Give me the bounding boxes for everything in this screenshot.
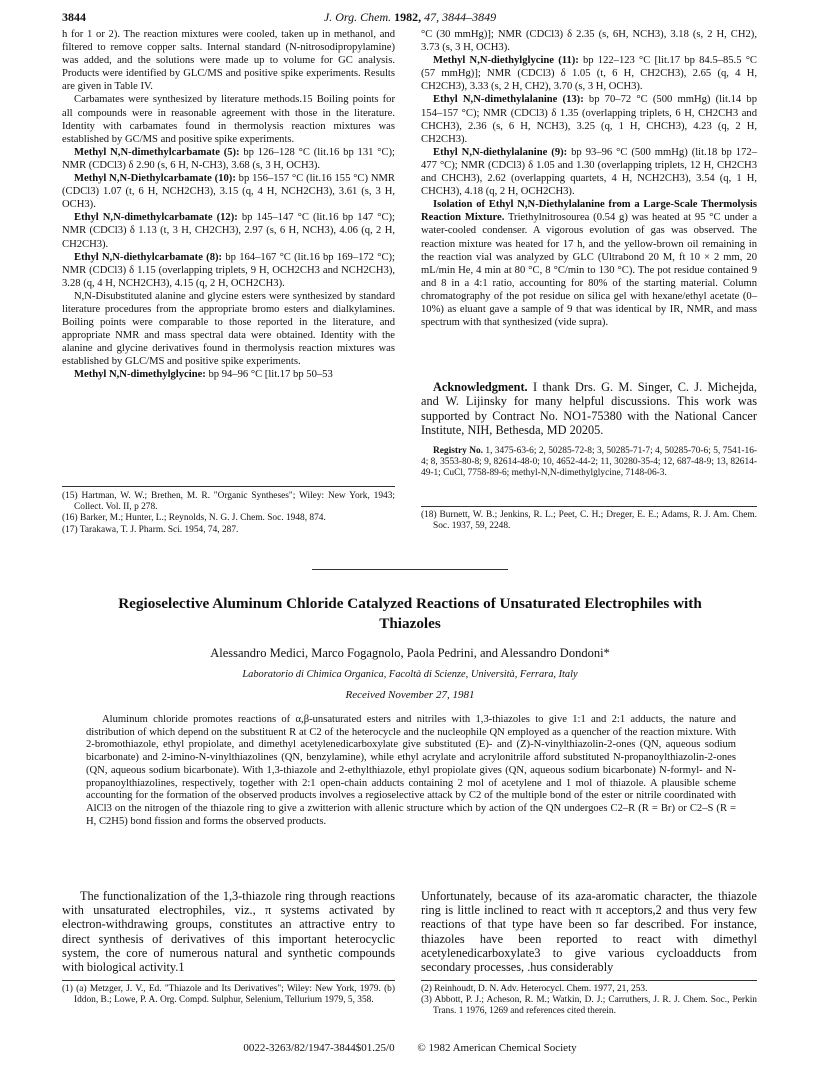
section-heading: Isolation of Ethyl N,N-Diethylalanine from a Large-Scale Thermolysis Reaction Mixture.	[421, 199, 757, 224]
compound-entry	[62, 251, 395, 290]
compound-name: Methyl N,N-Diethylcarbamate (10):	[74, 173, 236, 185]
compound-entry	[421, 146, 757, 198]
registry-heading: Registry No.	[433, 446, 484, 456]
article-affiliation: Laboratorio di Chimica Organica, Facoltà di Scienze, Università, Ferrara, Italy	[242, 669, 578, 680]
compound-entry	[62, 172, 395, 211]
footnote: (3) Abbott, P. J.; Acheson, R. M.; Watkin, D. J.; Carruthers, J. R. J. Chem. Soc., Perkin Trans. 1 1976, 1269 and references cited therein.	[421, 995, 757, 1017]
compound-entry	[62, 368, 395, 381]
compound-data: bp 93–96 °C (500 mmHg) (lit.18 bp 172–477 °C); NMR (CDCl3) δ 1.05 and 1.30 (overlapping triplets, 12 H, CH2CH3 and CHCH3), 2.62 (overlapping quartets, 4 H, NCH2CH3), 3.54 (q, 1 H, CHCH3), 4.18 (q, 2 H, OCH2CH3).	[421, 146, 757, 198]
left-footnotes	[62, 491, 395, 536]
acknowledgment-text: I thank Drs. G. M. Singer, C. J. Michejda, and W. Lijinsky for many helpful discussions. This work was supported by Contract No. NO1-75380 with the National Cancer Institute, NIH, Bethesda, MD 20205.	[421, 380, 757, 438]
article-title: Regioselective Aluminum Chloride Catalyzed Reactions of Unsaturated Electrophiles with Thiazoles	[118, 595, 702, 632]
acknowledgment	[421, 380, 757, 438]
article-footnotes-right	[421, 984, 757, 1018]
copyright: © 1982 American Chemical Society	[417, 1042, 577, 1054]
footnote-divider	[62, 486, 395, 487]
acknowledgment-heading: Acknowledgment.	[433, 380, 528, 394]
compound-data: bp 164–167 °C (lit.16 bp 169–172 °C); NMR (CDCl3) δ 1.15 (overlapping triplets, 9 H, OCH2CH3 and NCH2CH3), 3.28 (q, 4 H, NCH2CH3), 4.15 (q, 2 H, OCH2CH3).	[62, 251, 395, 289]
received-date: Received November 27, 1981	[345, 689, 475, 701]
compound-name: Ethyl N,N-dimethylalanine (13):	[433, 94, 584, 106]
footnote-divider	[421, 506, 757, 507]
footnote: (1) (a) Metzger, J. V., Ed. "Thiazole and Its Derivatives"; Wiley: New York, 1979. (b) Iddon, B.; Lowe, P. A. Org. Compd. Sulphur, Selenium, Tellurium 1979, 5, 358.	[62, 984, 395, 1006]
right-column	[421, 28, 757, 329]
article-footnote-left	[62, 984, 395, 1006]
compound-name: Ethyl N,N-diethylalanine (9):	[433, 146, 568, 158]
journal-name: J. Org. Chem.	[323, 10, 392, 24]
compound-data: bp 94–96 °C [lit.17 bp 50–53	[205, 369, 333, 381]
compound-name: Methyl N,N-dimethylglycine:	[74, 369, 206, 381]
journal-year: 1982,	[394, 10, 422, 24]
page-footer	[62, 1042, 758, 1054]
page-header	[62, 10, 758, 24]
footnote: (17) Tarakawa, T. J. Pharm. Sci. 1954, 74, 287.	[62, 524, 239, 535]
paragraph: N,N-Disubstituted alanine and glycine esters were synthesized by standard literature procedures from the appropriate bromo esters and dialkylamines. Boiling points were comparable to those reported in the literature, and appropriate NMR and mass spectral data were obtained. Identity with the alanine and glycine derivatives found in thermolysis reaction mixtures was established by GLC/MS and positive spike experiments.	[62, 290, 395, 368]
compound-entry	[62, 211, 395, 250]
paragraph: h for 1 or 2). The reaction mixtures were cooled, taken up in methanol, and filtered to remove copper salts. Internal standard (N-nitrosodipropylamine) was added, and the solutions were made up to volume for GC analysis. Products were identified by GLC/MS and positive spike experiments. Results are given in Table IV.	[62, 29, 395, 93]
footnote: (2) Reinhoudt, D. N. Adv. Heterocycl. Chem. 1977, 21, 253.	[421, 984, 648, 994]
registry-text: 1, 3475-63-6; 2, 50285-72-8; 3, 50285-71-7; 4, 50285-70-6; 5, 7541-16-4; 8, 3553-80-8; 9, 82614-48-0; 10, 4652-44-2; 11, 30280-35-4; 12, 687-48-9; 13, 82614-49-1; CuCl, 7758-89-6; methyl-N,N-dimethylglycine, 7148-06-3.	[421, 446, 757, 479]
compound-entry	[62, 146, 395, 172]
compound-name: Ethyl N,N-dimethylcarbamate (12):	[74, 212, 238, 224]
registry-numbers	[421, 446, 757, 480]
footnote: (16) Barker, M.; Hunter, L.; Reynolds, N. G. J. Chem. Soc. 1948, 874.	[62, 513, 326, 524]
footnote: (18) Burnett, W. B.; Jenkins, R. L.; Peet, C. H.; Dreger, E. E.; Adams, R. J. Am. Chem. Soc. 1937, 59, 2248.	[421, 510, 757, 532]
compound-name: Methyl N,N-dimethylcarbamate (5):	[74, 146, 240, 158]
compound-data: bp 126–128 °C (lit.16 bp 131 °C); NMR (CDCl3) δ 2.90 (s, 6 H, N-CH3), 3.68 (s, 3 H, OCH3).	[62, 146, 395, 171]
page-number: 3844	[62, 10, 86, 24]
article-code: 0022-3263/82/1947-3844$01.25/0	[243, 1042, 395, 1054]
compound-data: bp 145–147 °C (lit.16 bp 147 °C); NMR (CDCl3) δ 1.13 (t, 3 H, CH2CH3), 2.97 (s, 6 H, NCH3), 4.06 (q, 2 H, CH2CH3).	[62, 212, 395, 250]
right-footnotes	[421, 510, 757, 532]
compound-entry	[421, 54, 757, 93]
section-text: Triethylnitrosourea (0.54 g) was heated at 95 °C under a water-cooled condenser. A vigorous evolution of gas was observed. The reaction mixture was heated for 17 h, and the yellow-brown oil remaining in the reaction vial was analyzed by GLC (Ultrabond 20 M, ft 10 × 2 mm, 20 mL/min He, 4 min at 80 °C, 8 °C/min to 130 °C). The pot residue contained 9 and 8 in a 4:1 ratio, accounting for 80% of the starting material. Column chromatography of the pot residue on silica gel with hexane/ethyl acetate (0–10%) as eluant gave a sample of 9 that was identical by IR, NMR, and mass spectrum with that synthesized (vide supra).	[421, 212, 757, 329]
compound-data: bp 122–123 °C [lit.17 bp 84.5–85.5 °C (57 mmHg)]; NMR (CDCl3) δ 1.05 (t, 6 H, CH2CH3), 2.65 (q, 4 H, CH2CH3), 3.33 (s, 2 H, CH2), 3.70 (s, 3 H, OCH3).	[421, 55, 757, 93]
compound-data: bp 156–157 °C (lit.16 155 °C) NMR (CDCl3) 1.07 (t, 6 H, NCH2CH3), 3.15 (q, 4 H, NCH2CH3), 3.61 (s, 3 H, OCH3).	[62, 173, 395, 211]
journal-volume-pages: 47, 3844–3849	[424, 10, 497, 24]
compound-data: bp 70–72 °C (500 mmHg) (lit.14 bp 154–157 °C); NMR (CDCl3) δ 1.35 (overlapping triplets, 6 H, CH2CH3 and CHCH3), 2.36 (s, 6 H, NCH3), 3.25 (q, 1 H, CHCH3), 4.23 (q, 2 H, CH2CH3).	[421, 94, 757, 145]
abstract: Aluminum chloride promotes reactions of α,β-unsaturated esters and nitriles with 1,3-thiazoles to give 1:1 and 2:1 adducts, the nature and distribution of which depend on the substituent R at C2 of the heterocycle and the nucleophile QN employed as a quencher of the reaction mixture. With 2-bromothiazole, ethyl propiolate, and dimethyl acetylenedicarboxylate give substituted (E)- and (Z)-N-vinylthiazolin-2-ones (QN, aqueous sodium bicarbonate) and 2-imino-N-vinylthiazolines (QN, benzylamine), while ethyl acrylate and acrylonitrile afford substituted N-propanoylthiazolin-2-ones (QN, aqueous sodium bicarbonate). With 1,3-thiazole and 2-ethylthiazole, ethyl propiolate gives (QN, aqueous sodium bicarbonate) N-formyl- and N-propanoylthiazolines, respectively, together with 2:1 open-chain adducts containing 2 mol of acetylene and 1 mol of thiazole. A plausible scheme accounting for the formation of the observed products involves a regioselective attack by C2 of the multiple bond of the ester or nitrile coordinated with AlCl3 on the nitrogen of the thiazole ring to give a zwitterion with allenic structure which by action of the QN undergoes C2–R (R = Br) or C2–S (R = H, C2H5) bond fission and forms the observed products.	[86, 714, 736, 827]
body-left: The functionalization of the 1,3-thiazole ring through reactions with unsaturated electrophiles, viz., π systems activated by electron-withdrawing groups, constitutes an attractive entry to direct synthesis of derivatives of this important heterocyclic system, the core of numerous natural and synthetic compounds with biological activity.1	[62, 889, 395, 975]
paragraph: Carbamates were synthesized by literature methods.15 Boiling points for all compounds were in reasonable agreement with those in the literature. Identity with carbamates found in thermolysis reaction mixtures was established by GC/MS and positive spike experiments.	[62, 94, 395, 145]
journal-citation	[62, 10, 758, 25]
footnote: (15) Hartman, W. W.; Brethen, M. R. "Organic Syntheses"; Wiley: New York, 1943; Collect. Vol. II, p 278.	[62, 491, 395, 513]
compound-entry	[421, 93, 757, 145]
compound-name: Methyl N,N-diethylglycine (11):	[433, 55, 579, 67]
body-right: Unfortunately, because of its aza-aromatic character, the thiazole ring is little inclined to react with π acceptors,2 and thus very few reactions of that type have been so far described. For instance, thiazoles have been reported to react with dimethyl acetylenedicarboxylate3 to give various cycloadducts from secondary processes, .hus considerably	[421, 889, 757, 975]
paragraph: °C (30 mmHg)]; NMR (CDCl3) δ 2.35 (s, 6H, NCH3), 3.18 (s, 2 H, CH2), 3.73 (s, 3 H, OCH3).	[421, 29, 757, 54]
footnote-divider	[421, 980, 757, 981]
article-authors: Alessandro Medici, Marco Fogagnolo, Paola Pedrini, and Alessandro Dondoni*	[210, 646, 610, 660]
footnote-divider	[62, 980, 395, 981]
left-column	[62, 28, 395, 382]
isolation-section	[421, 198, 757, 329]
article-separator	[312, 569, 508, 570]
compound-name: Ethyl N,N-diethylcarbamate (8):	[74, 251, 223, 263]
